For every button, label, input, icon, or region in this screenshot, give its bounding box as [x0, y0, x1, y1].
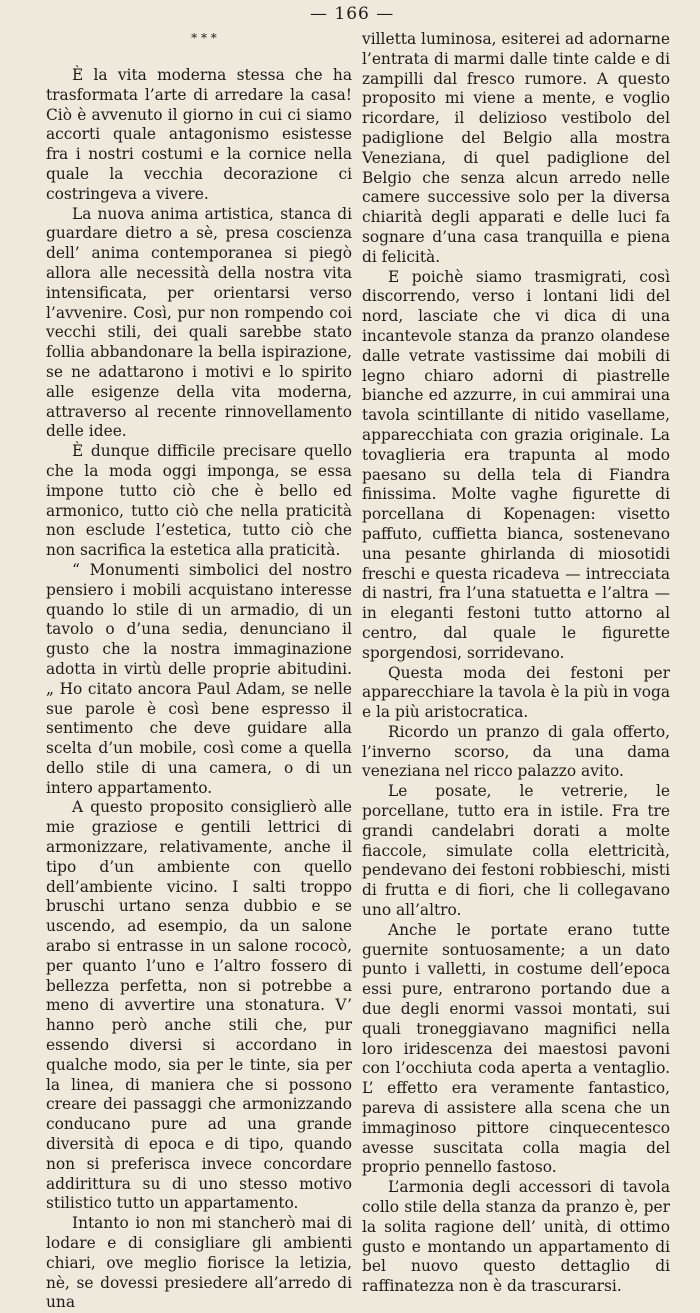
paragraph-continued: villetta luminosa, esiterei ad adornarne l’entrata di marmi dalle tinte calde e di zampilli dal fresco rumore. A questo proposito mi viene a mente, e voglio ricordare, il delizioso vestibolo del padiglione del Belgio alla mostra Veneziana, di quel padiglione del Belgio che senza alcun arredo nelle camere successive solo per la diversa chiarità degli apparati e delle luci fa sognare d’una casa tranquilla e piena di felicità.: [362, 30, 670, 266]
paragraph: La nuova anima artistica, stanca di guardare dietro a sè, presa coscienza dell’ anima contemporanea si piegò allora alle necessità della nostra vita intensificata, per orientarsi verso l’avvenire. Così, pur non rompendo coi vecchi stili, dei quali sarebbe stato follia abbandonare la bella ispirazione, se ne adattarono i motivi e lo spirito alle esigenze della vita moderna, attraverso al recente rinnovellamento delle idee.: [46, 204, 352, 441]
paragraph: A questo proposito consiglierò alle mie graziose e gentili lettrici di armonizzare, relativamente, anche il tipo d’un ambiente con quello dell’ambiente vicino. I salti troppo bruschi urtano senza dubbio e se uscendo, ad esempio, da un salone arabo si entrasse in un salone rococò, per quanto l’uno e l’altro fossero di bellezza perfetta, non si potrebbe a meno di avvertire una stonatura. V’ hanno però anche stili che, pur essendo diversi si accordano in qualche modo, sia per le tinte, sia per la linea, di maniera che si possono creare dei passaggi che armonizzando conducano pure ad una grande diversità di epoca e di tipo, quando non si preferisca invece concordare addirittura su di uno stesso motivo stilistico tutto un appartamento.: [46, 798, 352, 1213]
paragraph: Questa moda dei festoni per apparecchiare la tavola è la più in voga e la più aristocratica.: [362, 663, 670, 722]
page-number: — 166 —: [310, 4, 395, 24]
paragraph: Intanto io non mi stancherò mai di lodare e di consigliare gli ambienti chiari, ove meglio fiorisce la letizia, nè, se dovessi presiedere all’arredo di una: [46, 1214, 352, 1312]
paragraph: È la vita moderna stessa che ha trasformata l’arte di arredare la casa! Ciò è avvenuto il giorno in cui ci siamo accorti quale antagonismo esistesse fra i nostri costumi e la cornice nella quale la vecchia decorazione ci costringeva a vivere.: [46, 66, 352, 203]
paragraph: E poichè siamo trasmigrati, così discorrendo, verso i lontani lidi del nord, lasciate che vi dica di una incantevole stanza da pranzo olandese dalle vetrate vastissime dai mobili di legno chiaro adorni di piastrelle bianche ed azzurre, in cui ammirai una tavola scintillante di nitido vasellame, apparecchiata con grazia originale. La tovaglieria era trapunta al modo paesano su della tela di Fiandra finissima. Molte vaghe figurette di porcellana di Kopenagen: visetto paffuto, cuffietta bianca, sostenevano una pesante ghirlanda di miosotidi freschi e questa ricadeva — intrecciata di nastri, fra l’una statuetta e l’altra — in eleganti festoni tutto attorno al centro, dal quale le figurette sporgendosi, sorridevano.: [362, 267, 670, 662]
paragraph: Le posate, le vetrerie, le porcellane, tutto era in istile. Fra tre grandi candelabri dorati a molte fiaccole, simulate colla elettricità, pendevano dei festoni robbieschi, misti di frutta e di fiori, che li collegavano uno all’altro.: [362, 782, 670, 920]
paragraph: È dunque difficile precisare quello che la moda oggi imponga, se essa impone tutto ciò che è bello ed armonico, tutto ciò che nella praticità non esclude l’estetica, tutto ciò che non sacrifica la estetica alla praticità.: [46, 442, 352, 560]
paragraph: L’armonia degli accessori di tavola collo stile della stanza da pranzo è, per la solita ragione dell’ unità, di ottimo gusto e montando un appartamento di bel nuovo questo dettaglio di raffinatezza non è da trascurarsi.: [362, 1178, 670, 1296]
paragraph: “ Monumenti simbolici del nostro pensiero i mobili acquistano interesse quando lo stile di un armadio, di un tavolo o d’una sedia, denunciano il gusto che la nostra immaginazione adotta in virtù delle proprie abitudini. „ Ho citato ancora Paul Adam, se nelle sue parole è così bene espresso il sentimento che deve guidare alla scelta d’un mobile, così come a quella dello stile di una camera, o di un intero appartamento.: [46, 560, 352, 797]
paragraph: Ricordo un pranzo di gala offerto, l’inverno scorso, da una dama veneziana nel ricco palazzo avito.: [362, 722, 670, 781]
left-column: [46, 30, 352, 1313]
right-column: [362, 30, 670, 1297]
paragraph: Anche le portate erano tutte guernite sontuosamente; a un dato punto i valletti, in costume dell’epoca essi pure, entrarono portando due a due degli enormi vassoi montati, sui quali troneggiavano magnifici nella loro iridescenza dei maestosi pavoni con l’occhiuta coda aperta a ventaglio. L’ effetto era veramente fantastico, pareva di assistere alla scena che un immaginoso pittore cinquecentesco avesse suscitata colla magia del proprio pennello fastoso.: [362, 920, 670, 1177]
section-ornament: * * *: [191, 31, 217, 45]
